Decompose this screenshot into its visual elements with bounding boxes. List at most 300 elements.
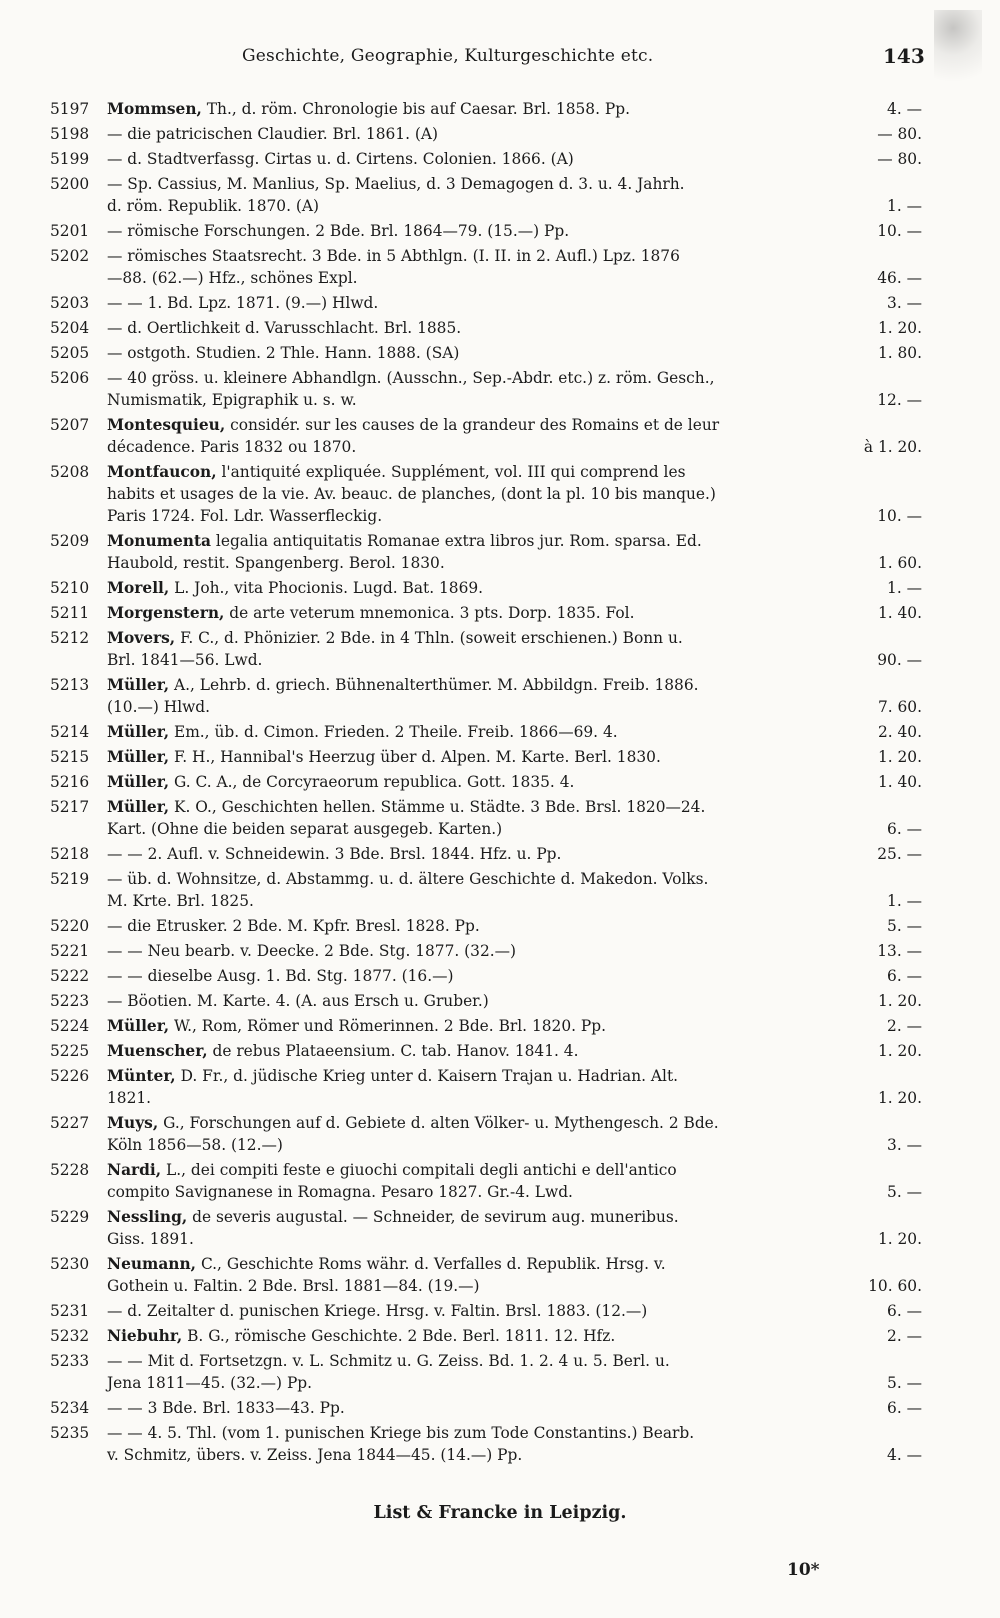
catalog-entry: [0, 1112, 1000, 1159]
entry-description: Numismatik, Epigraphik u. s. w.: [107, 391, 357, 409]
catalog-entry: [0, 577, 1000, 602]
entry-price: 1. 20.: [877, 992, 922, 1010]
page-number: 143: [883, 44, 925, 68]
entry-price: 5. —: [887, 1374, 922, 1392]
entry-price: 6. —: [887, 1302, 922, 1320]
entry-price: 46. —: [877, 269, 922, 287]
entry-text: [107, 890, 254, 912]
entry-price: — 80.: [877, 125, 922, 143]
entry-price: 2. 40.: [877, 723, 922, 741]
entry-price: 7. 60.: [877, 698, 922, 716]
entry-description: A., Lehrb. d. griech. Bühnenalterthümer. M. Abbildgn. Freib. 1886.: [169, 676, 699, 694]
author-name: Müller,: [107, 676, 170, 694]
entry-price: 25. —: [877, 845, 922, 863]
catalog-entry: [0, 461, 1000, 530]
entry-number: 5208: [50, 463, 90, 481]
entry-description: 1821.: [107, 1089, 152, 1107]
catalog-entry: [0, 317, 1000, 342]
entry-line: [0, 818, 1000, 840]
entry-number: 5206: [50, 369, 90, 387]
catalog-entry: [0, 868, 1000, 915]
catalog-entry: [0, 414, 1000, 461]
entry-line: [0, 771, 1000, 793]
entry-description: compito Savignanese in Romagna. Pesaro 1827. Gr.-4. Lwd.: [107, 1183, 573, 1201]
publisher-line: List & Francke in Leipzig.: [373, 1503, 627, 1523]
entry-line: [0, 245, 1000, 267]
author-name: Müller,: [107, 798, 170, 816]
entry-text: [107, 721, 618, 743]
entry-text: [107, 483, 716, 505]
entry-price: 1. 20.: [877, 1089, 922, 1107]
entry-description: — — 2. Aufl. v. Schneidewin. 3 Bde. Brsl. 1844. Hfz. u. Pp.: [107, 845, 562, 863]
catalog-entry: [0, 292, 1000, 317]
entry-number: 5198: [50, 125, 90, 143]
entry-text: [107, 195, 319, 217]
entry-text: [107, 1422, 694, 1444]
catalog-entry: [0, 148, 1000, 173]
catalog-entry: [0, 674, 1000, 721]
author-name: Montesquieu,: [107, 416, 226, 434]
entry-text: [107, 552, 445, 574]
entry-line: [0, 1253, 1000, 1275]
entry-text: [107, 818, 502, 840]
entry-description: décadence. Paris 1832 ou 1870.: [107, 438, 357, 456]
author-name: Niebuhr,: [107, 1327, 183, 1345]
entry-description: F. C., d. Phönizier. 2 Bde. in 4 Thln. (soweit erschienen.) Bonn u.: [175, 629, 683, 647]
catalog-entry: [0, 627, 1000, 674]
entry-description: D. Fr., d. jüdische Krieg unter d. Kaisern Trajan u. Hadrian. Alt.: [175, 1067, 679, 1085]
catalog-entry: [0, 990, 1000, 1015]
catalog-entry: [0, 173, 1000, 220]
entry-number: 5204: [50, 319, 90, 337]
entry-description: — — 4. 5. Thl. (vom 1. punischen Kriege bis zum Tode Constantins.) Bearb.: [107, 1424, 695, 1442]
entry-line: [0, 1015, 1000, 1037]
entry-line: [0, 1275, 1000, 1297]
entry-description: — — dieselbe Ausg. 1. Bd. Stg. 1877. (16.—): [107, 967, 454, 985]
entry-number: 5217: [50, 798, 90, 816]
entry-line: [0, 843, 1000, 865]
author-name: Montfaucon,: [107, 463, 217, 481]
entry-description: legalia antiquitatis Romanae extra libros jur. Rom. sparsa. Ed.: [211, 532, 702, 550]
entry-line: [0, 414, 1000, 436]
entry-description: l'antiquité expliquée. Supplément, vol. III qui comprend les: [216, 463, 686, 481]
catalog-entry: [0, 1325, 1000, 1350]
entry-price: 1. 60.: [877, 554, 922, 572]
entry-price: 2. —: [887, 1017, 922, 1035]
entry-price: 1. —: [887, 579, 922, 597]
entry-line: [0, 98, 1000, 120]
entry-line: [0, 195, 1000, 217]
entry-line: [0, 367, 1000, 389]
entry-line: [0, 530, 1000, 552]
entry-price: 1. —: [887, 197, 922, 215]
entry-number: 5231: [50, 1302, 90, 1320]
entry-text: [107, 990, 489, 1012]
entry-description: habits et usages de la vie. Av. beauc. de planches, (dont la pl. 10 bis manque.): [107, 485, 716, 503]
author-name: Neumann,: [107, 1255, 197, 1273]
entry-price: 1. 40.: [877, 773, 922, 791]
entry-description: Giss. 1891.: [107, 1230, 194, 1248]
entry-line: [0, 577, 1000, 599]
entry-description: — d. Oertlichkeit d. Varusschlacht. Brl. 1885.: [107, 319, 462, 337]
entry-price: 10. —: [877, 222, 922, 240]
entry-line: [0, 796, 1000, 818]
entry-text: [107, 1087, 151, 1109]
catalog-entry: [0, 98, 1000, 123]
entry-text: [107, 843, 561, 865]
entry-text: [107, 1372, 312, 1394]
entry-description: Kart. (Ohne die beiden separat ausgegeb. Karten.): [107, 820, 503, 838]
entry-description: Haubold, restit. Spangenberg. Berol. 1830.: [107, 554, 445, 572]
entry-description: d. röm. Republik. 1870. (A): [107, 197, 319, 215]
entry-text: [107, 245, 680, 267]
catalog-list: [0, 98, 1000, 1469]
entry-number: 5212: [50, 629, 90, 647]
entry-text: [107, 771, 574, 793]
entry-description: — d. Stadtverfassg. Cirtas u. d. Cirtens. Colonien. 1866. (A): [107, 150, 574, 168]
entry-text: [107, 342, 459, 364]
entry-description: Gothein u. Faltin. 2 Bde. Brsl. 1881—84. (19.—): [107, 1277, 480, 1295]
entry-line: [0, 483, 1000, 505]
entry-price: 3. —: [887, 294, 922, 312]
entry-line: [0, 890, 1000, 912]
entry-text: [107, 1181, 573, 1203]
entry-text: [107, 1253, 666, 1275]
entry-line: [0, 552, 1000, 574]
entry-description: —88. (62.—) Hfz., schönes Expl.: [107, 269, 358, 287]
entry-description: Th., d. röm. Chronologie bis auf Caesar. Brl. 1858. Pp.: [201, 100, 630, 118]
entry-text: [107, 292, 378, 314]
entry-text: [107, 1228, 194, 1250]
catalog-entry: [0, 1397, 1000, 1422]
entry-line: [0, 1300, 1000, 1322]
entry-number: 5232: [50, 1327, 90, 1345]
author-name: Morgenstern,: [107, 604, 225, 622]
entry-number: 5207: [50, 416, 90, 434]
author-name: Müller,: [107, 1017, 170, 1035]
entry-price: 1. 40.: [877, 604, 922, 622]
entry-description: — römisches Staatsrecht. 3 Bde. in 5 Abthlgn. (I. II. in 2. Aufl.) Lpz. 1876: [107, 247, 680, 265]
page-stain: [934, 10, 982, 100]
entry-description: considér. sur les causes de la grandeur des Romains et de leur: [225, 416, 720, 434]
entry-price: 12. —: [877, 391, 922, 409]
entry-price: 1. 20.: [877, 319, 922, 337]
entry-line: [0, 915, 1000, 937]
entry-description: — die patricischen Claudier. Brl. 1861. (A): [107, 125, 439, 143]
entry-number: 5233: [50, 1352, 90, 1370]
catalog-entry: [0, 342, 1000, 367]
entry-text: [107, 173, 685, 195]
entry-line: [0, 1040, 1000, 1062]
catalog-entry: [0, 721, 1000, 746]
entry-line: [0, 267, 1000, 289]
catalog-entry: [0, 915, 1000, 940]
entry-price: 13. —: [877, 942, 922, 960]
author-name: Muenscher,: [107, 1042, 208, 1060]
entry-text: [107, 965, 454, 987]
entry-number: 5213: [50, 676, 90, 694]
catalog-entry: [0, 1159, 1000, 1206]
entry-description: C., Geschichte Roms währ. d. Verfalles d. Republik. Hrsg. v.: [196, 1255, 666, 1273]
catalog-entry: [0, 1253, 1000, 1300]
entry-line: [0, 292, 1000, 314]
entry-price: à 1. 20.: [863, 438, 922, 456]
catalog-entry: [0, 530, 1000, 577]
entry-price: 5. —: [887, 1183, 922, 1201]
entry-text: [107, 267, 358, 289]
entry-line: [0, 674, 1000, 696]
entry-text: [107, 915, 480, 937]
entry-price: 90. —: [877, 651, 922, 669]
entry-price: 1. 20.: [877, 748, 922, 766]
entry-line: [0, 1181, 1000, 1203]
author-name: Mommsen,: [107, 100, 202, 118]
entry-text: [107, 796, 705, 818]
author-name: Müller,: [107, 748, 170, 766]
entry-text: [107, 530, 702, 552]
entry-line: [0, 1206, 1000, 1228]
entry-gap: [0, 1466, 1000, 1469]
catalog-entry: [0, 123, 1000, 148]
entry-price: 10. —: [877, 507, 922, 525]
entry-text: [107, 602, 634, 624]
entry-text: [107, 1015, 606, 1037]
entry-line: [0, 746, 1000, 768]
entry-line: [0, 721, 1000, 743]
entry-text: [107, 1397, 345, 1419]
catalog-entry: [0, 602, 1000, 627]
entry-line: [0, 1159, 1000, 1181]
entry-line: [0, 317, 1000, 339]
entry-price: 6. —: [887, 1399, 922, 1417]
entry-description: (10.—) Hlwd.: [107, 698, 211, 716]
entry-price: — 80.: [877, 150, 922, 168]
entry-price: 1. 20.: [877, 1042, 922, 1060]
entry-line: [0, 868, 1000, 890]
entry-text: [107, 1206, 679, 1228]
entry-description: — 40 gröss. u. kleinere Abhandlgn. (Ausschn., Sep.-Abdr. etc.) z. röm. Gesch.,: [107, 369, 715, 387]
entry-description: M. Krte. Brl. 1825.: [107, 892, 254, 910]
entry-number: 5205: [50, 344, 90, 362]
catalog-entry: [0, 1206, 1000, 1253]
author-name: Nardi,: [107, 1161, 162, 1179]
entry-description: de rebus Plataeensium. C. tab. Hanov. 1841. 4.: [207, 1042, 579, 1060]
entry-number: 5229: [50, 1208, 90, 1226]
entry-description: de arte veterum mnemonica. 3 pts. Dorp. 1835. Fol.: [224, 604, 635, 622]
entry-price: 6. —: [887, 967, 922, 985]
entry-line: [0, 965, 1000, 987]
entry-text: [107, 123, 438, 145]
catalog-entry: [0, 965, 1000, 990]
author-name: Morell,: [107, 579, 170, 597]
entry-number: 5226: [50, 1067, 90, 1085]
catalog-entry: [0, 220, 1000, 245]
catalog-entry: [0, 367, 1000, 414]
entry-description: K. O., Geschichten hellen. Stämme u. Städte. 3 Bde. Brsl. 1820—24.: [169, 798, 706, 816]
entry-number: 5220: [50, 917, 90, 935]
signature-mark: 10*: [787, 1560, 820, 1580]
entry-price: 5. —: [887, 917, 922, 935]
entry-number: 5197: [50, 100, 90, 118]
entry-description: — Böotien. M. Karte. 4. (A. aus Ersch u. Gruber.): [107, 992, 489, 1010]
entry-description: Köln 1856—58. (12.—): [107, 1136, 283, 1154]
entry-text: [107, 577, 483, 599]
author-name: Münter,: [107, 1067, 176, 1085]
entry-number: 5222: [50, 967, 90, 985]
entry-description: — üb. d. Wohnsitze, d. Abstammg. u. d. ältere Geschichte d. Makedon. Volks.: [107, 870, 709, 888]
entry-number: 5219: [50, 870, 90, 888]
entry-text: [107, 414, 719, 436]
entry-description: W., Rom, Römer und Römerinnen. 2 Bde. Brl. 1820. Pp.: [169, 1017, 606, 1035]
entry-description: — Sp. Cassius, M. Manlius, Sp. Maelius, d. 3 Demagogen d. 3. u. 4. Jahrh.: [107, 175, 685, 193]
entry-line: [0, 1325, 1000, 1347]
entry-line: [0, 1444, 1000, 1466]
entry-number: 5235: [50, 1424, 90, 1442]
entry-description: — — 1. Bd. Lpz. 1871. (9.—) Hlwd.: [107, 294, 379, 312]
entry-number: 5201: [50, 222, 90, 240]
entry-line: [0, 602, 1000, 624]
entry-text: [107, 1159, 677, 1181]
entry-line: [0, 1397, 1000, 1419]
entry-price: 1. —: [887, 892, 922, 910]
entry-number: 5230: [50, 1255, 90, 1273]
entry-text: [107, 1040, 578, 1062]
entry-line: [0, 342, 1000, 364]
author-name: Muys,: [107, 1114, 159, 1132]
entry-description: L. Joh., vita Phocionis. Lugd. Bat. 1869.: [169, 579, 484, 597]
entry-text: [107, 389, 357, 411]
entry-number: 5225: [50, 1042, 90, 1060]
entry-text: [107, 505, 382, 527]
catalog-entry: [0, 771, 1000, 796]
entry-line: [0, 1065, 1000, 1087]
entry-price: 4. —: [887, 1446, 922, 1464]
entry-line: [0, 696, 1000, 718]
author-name: Müller,: [107, 723, 170, 741]
entry-text: [107, 1300, 647, 1322]
entry-line: [0, 1112, 1000, 1134]
entry-description: L., dei compiti feste e giuochi compitali degli antichi e dell'antico: [161, 1161, 677, 1179]
author-name: Müller,: [107, 773, 170, 791]
entry-price: 1. 20.: [877, 1230, 922, 1248]
entry-text: [107, 868, 708, 890]
entry-text: [107, 220, 569, 242]
entry-description: v. Schmitz, übers. v. Zeiss. Jena 1844—45. (14.—) Pp.: [107, 1446, 523, 1464]
entry-price: 10. 60.: [868, 1277, 922, 1295]
entry-number: 5215: [50, 748, 90, 766]
catalog-entry: [0, 1015, 1000, 1040]
entry-text: [107, 436, 356, 458]
entry-number: 5211: [50, 604, 90, 622]
catalog-entry: [0, 796, 1000, 843]
entry-line: [0, 990, 1000, 1012]
entry-text: [107, 461, 685, 483]
entry-text: [107, 746, 661, 768]
entry-number: 5221: [50, 942, 90, 960]
entry-number: 5228: [50, 1161, 90, 1179]
entry-line: [0, 1422, 1000, 1444]
entry-line: [0, 1134, 1000, 1156]
entry-text: [107, 696, 210, 718]
entry-number: 5203: [50, 294, 90, 312]
entry-text: [107, 627, 683, 649]
entry-text: [107, 940, 516, 962]
entry-description: — die Etrusker. 2 Bde. M. Kpfr. Bresl. 1828. Pp.: [107, 917, 480, 935]
entry-description: Em., üb. d. Cimon. Frieden. 2 Theile. Freib. 1866—69. 4.: [169, 723, 618, 741]
entry-number: 5234: [50, 1399, 90, 1417]
entry-line: [0, 649, 1000, 671]
entry-description: B. G., römische Geschichte. 2 Bde. Berl. 1811. 12. Hfz.: [182, 1327, 616, 1345]
catalog-entry: [0, 746, 1000, 771]
entry-text: [107, 1275, 480, 1297]
entry-text: [107, 1065, 678, 1087]
entry-description: — — Mit d. Fortsetzgn. v. L. Schmitz u. G. Zeiss. Bd. 1. 2. 4 u. 5. Berl. u.: [107, 1352, 670, 1370]
entry-description: F. H., Hannibal's Heerzug über d. Alpen. M. Karte. Berl. 1830.: [169, 748, 661, 766]
entry-text: [107, 1134, 283, 1156]
entry-number: 5227: [50, 1114, 90, 1132]
entry-text: [107, 98, 630, 120]
entry-price: 1. 80.: [877, 344, 922, 362]
entry-description: — römische Forschungen. 2 Bde. Brl. 1864—79. (15.—) Pp.: [107, 222, 570, 240]
entry-line: [0, 173, 1000, 195]
entry-number: 5200: [50, 175, 90, 193]
entry-line: [0, 461, 1000, 483]
entry-line: [0, 505, 1000, 527]
catalog-entry: [0, 1300, 1000, 1325]
catalog-entry: [0, 940, 1000, 965]
entry-description: Paris 1724. Fol. Ldr. Wasserfleckig.: [107, 507, 383, 525]
entry-text: [107, 367, 715, 389]
entry-price: 6. —: [887, 820, 922, 838]
entry-line: [0, 627, 1000, 649]
entry-line: [0, 436, 1000, 458]
entry-description: — d. Zeitalter d. punischen Kriege. Hrsg. v. Faltin. Brsl. 1883. (12.—): [107, 1302, 648, 1320]
entry-price: 2. —: [887, 1327, 922, 1345]
entry-text: [107, 649, 262, 671]
entry-description: Jena 1811—45. (32.—) Pp.: [107, 1374, 313, 1392]
entry-number: 5210: [50, 579, 90, 597]
entry-price: 4. —: [887, 100, 922, 118]
entry-number: 5216: [50, 773, 90, 791]
entry-line: [0, 123, 1000, 145]
entry-text: [107, 1350, 670, 1372]
running-title: Geschichte, Geographie, Kulturgeschichte etc.: [242, 46, 654, 66]
catalog-entry: [0, 1065, 1000, 1112]
entry-line: [0, 940, 1000, 962]
catalog-entry: [0, 1040, 1000, 1065]
entry-number: 5224: [50, 1017, 90, 1035]
entry-number: 5209: [50, 532, 90, 550]
entry-line: [0, 1350, 1000, 1372]
page-header: [0, 46, 1000, 76]
catalog-entry: [0, 1350, 1000, 1397]
entry-line: [0, 1228, 1000, 1250]
entry-line: [0, 1372, 1000, 1394]
entry-number: 5199: [50, 150, 90, 168]
entry-text: [107, 1444, 522, 1466]
entry-number: 5223: [50, 992, 90, 1010]
entry-description: — — 3 Bde. Brl. 1833—43. Pp.: [107, 1399, 345, 1417]
catalog-entry: [0, 843, 1000, 868]
entry-description: Brl. 1841—56. Lwd.: [107, 651, 263, 669]
entry-text: [107, 148, 574, 170]
entry-number: 5218: [50, 845, 90, 863]
entry-number: 5202: [50, 247, 90, 265]
entry-description: G., Forschungen auf d. Gebiete d. alten Völker- u. Mythengesch. 2 Bde.: [158, 1114, 719, 1132]
entry-price: 3. —: [887, 1136, 922, 1154]
entry-text: [107, 317, 461, 339]
entry-number: 5214: [50, 723, 90, 741]
